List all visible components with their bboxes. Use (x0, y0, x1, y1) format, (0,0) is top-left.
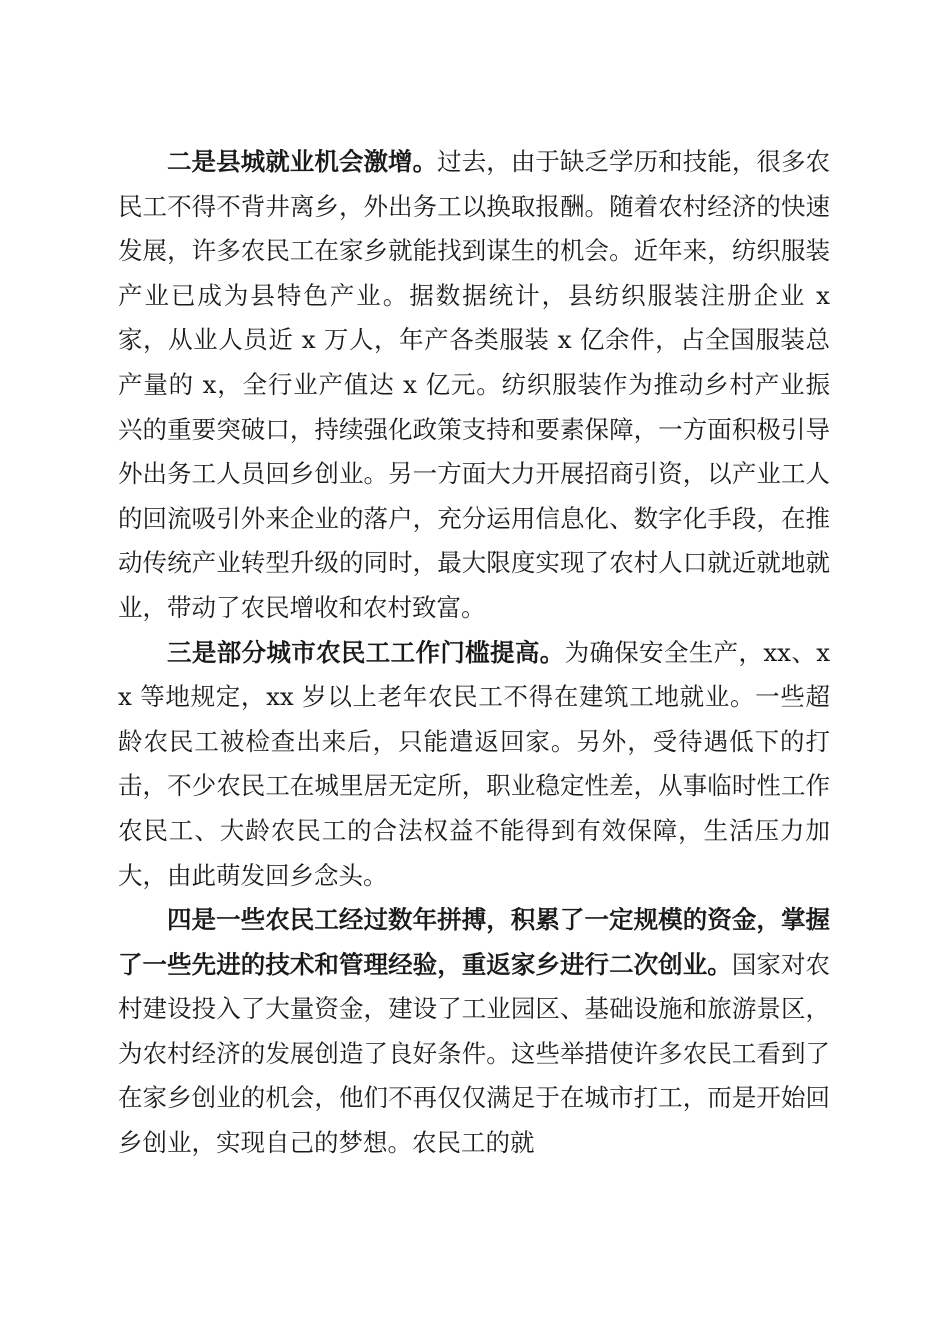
paragraph-second-startup (118, 898, 830, 1166)
paragraph-text: 为确保安全生产，xx、xx 等地规定，xx 岁以上老年农民工不得在建筑工地就业。一些超龄农民工被检查出来后，只能遣返回家。另外，受待遇低下的打击，不少农民工在城里居无定所，职业稳定性差，从事临时性工作农民工、大龄农民工的合法权益不能得到有效保障，生活压力加大，由此萌发回乡念头。 (118, 637, 831, 890)
paragraph-city-threshold (118, 631, 830, 899)
paragraph-heading: 四是一些农民工经过数年拼搏，积累了一定规模的资金，掌握了一些先进的技术和管理经验，重返家乡进行二次创业。 (118, 905, 830, 979)
paragraph-heading: 三是部分城市农民工工作门槛提高。 (167, 637, 565, 667)
paragraph-county-employment (118, 140, 830, 631)
paragraph-heading: 二是县城就业机会激增。 (167, 147, 438, 176)
paragraph-text: 过去，由于缺乏学历和技能，很多农民工不得不背井离乡，外出务工以换取报酬。随着农村经济的快速发展，许多农民工在家乡就能找到谋生的机会。近年来，纺织服装产业已成为县特色产业。据数据统计，县纺织服装注册企业 x 家，从业人员近 x 万人，年产各类服装 x 亿余件，占全国服装总产量的 x，全行业产值达 x 亿元。纺织服装作为推动乡村产业振兴的重要突破口，持续强化政策支持和要素保障，一方面积极引导外出务工人员回乡创业。另一方面大力开展招商引资，以产业工人的回流吸引外来企业的落户，充分运用信息化、数字化手段，在推动传统产业转型升级的同时，最大限度实现了农村人口就近就地就业，带动了农民增收和农村致富。 (118, 147, 831, 622)
document-body (118, 140, 830, 1166)
paragraph-text: 国家对农村建设投入了大量资金，建设了工业园区、基础设施和旅游景区，为农村经济的发展创造了良好条件。这些举措使许多农民工看到了在家乡创业的机会，他们不再仅仅满足于在城市打工，而是开始回乡创业，实现自己的梦想。农民工的就 (118, 949, 831, 1158)
